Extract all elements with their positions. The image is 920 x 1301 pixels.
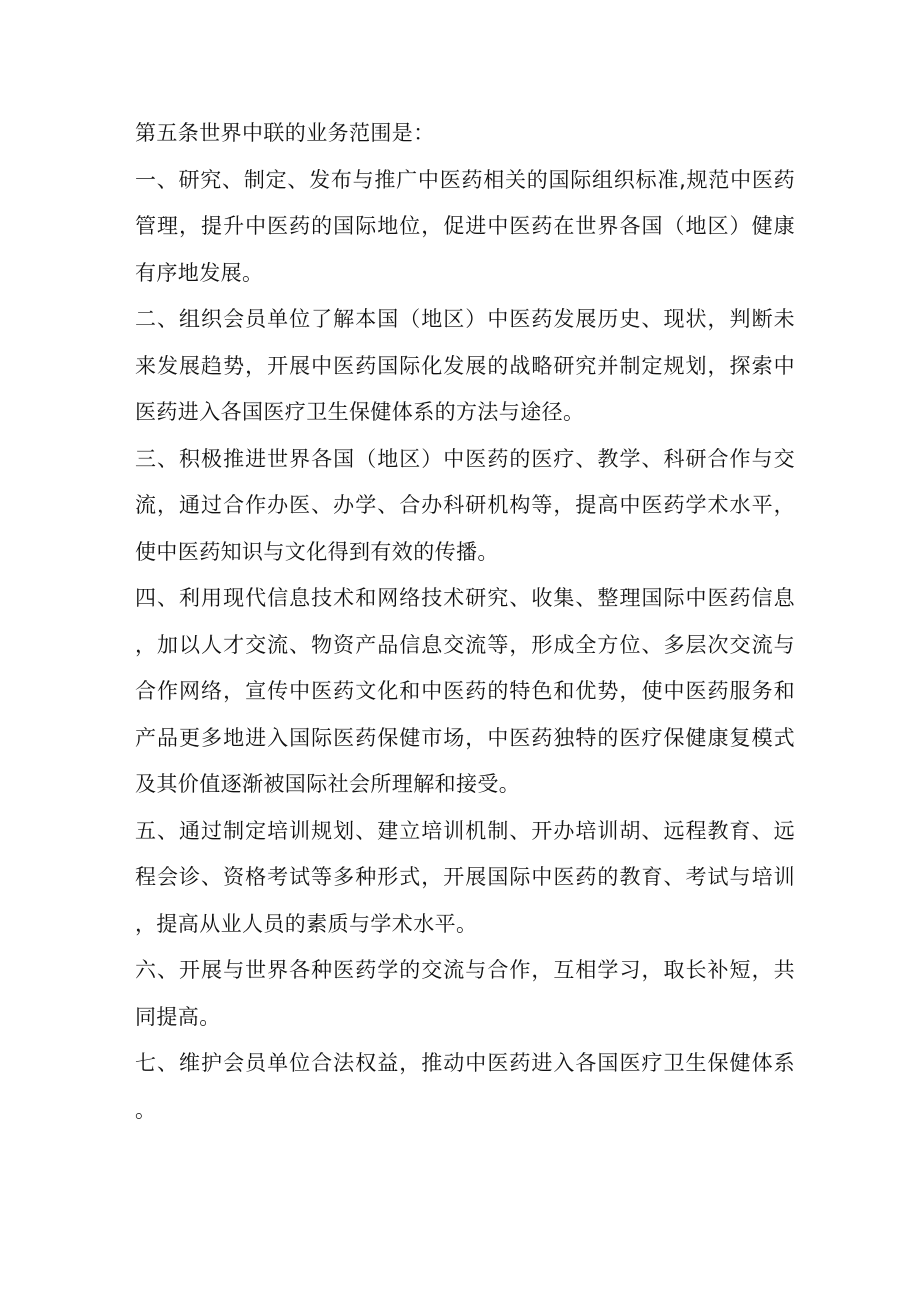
scope-item-4: 四、利用现代信息技术和网络技术研究、收集、整理国际中医药信息，加以人才交流、物资产品信息交流等，形成全方位、多层次交流与合作网络，宣传中医药文化和中医药的特色和优势，使中医药服务和产品更多地进入国际医药保健市场，中医药独特的医疗保健康复模式及其价值逐渐被国际社会所理解和接受。 [135, 586, 795, 796]
scope-item-1: 一、研究、制定、发布与推广中医药相关的国际组织标准,规范中医药管理，提升中医药的国际地位，促进中医药在世界各国（地区）健康有序地发展。 [135, 167, 795, 285]
scope-item-2: 二、组织会员单位了解本国（地区）中医药发展历史、现状，判断未来发展趋势，开展中医药国际化发展的战略研究并制定规划，探索中医药进入各国医疗卫生保健体系的方法与途径。 [135, 307, 795, 424]
article-heading: 第五条世界中联的业务范围是： [135, 121, 435, 145]
scope-item-7: 七、维护会员单位合法权益，推动中医药进入各国医疗卫生保健体系。 [135, 1051, 795, 1122]
article-text [135, 110, 795, 1133]
scope-item-5: 五、通过制定培训规划、建立培训机制、开办培训胡、远程教育、远程会诊、资格考试等多种形式，开展国际中医药的教育、考试与培训，提高从业人员的素质与学术水平。 [135, 818, 795, 936]
scope-item-3: 三、积极推进世界各国（地区）中医药的医疗、教学、科研合作与交流，通过合作办医、办学、合办科研机构等，提高中医药学术水平，使中医药知识与文化得到有效的传播。 [135, 446, 795, 564]
scope-item-6: 六、开展与世界各种医药学的交流与合作，互相学习，取长补短，共同提高。 [135, 958, 795, 1029]
